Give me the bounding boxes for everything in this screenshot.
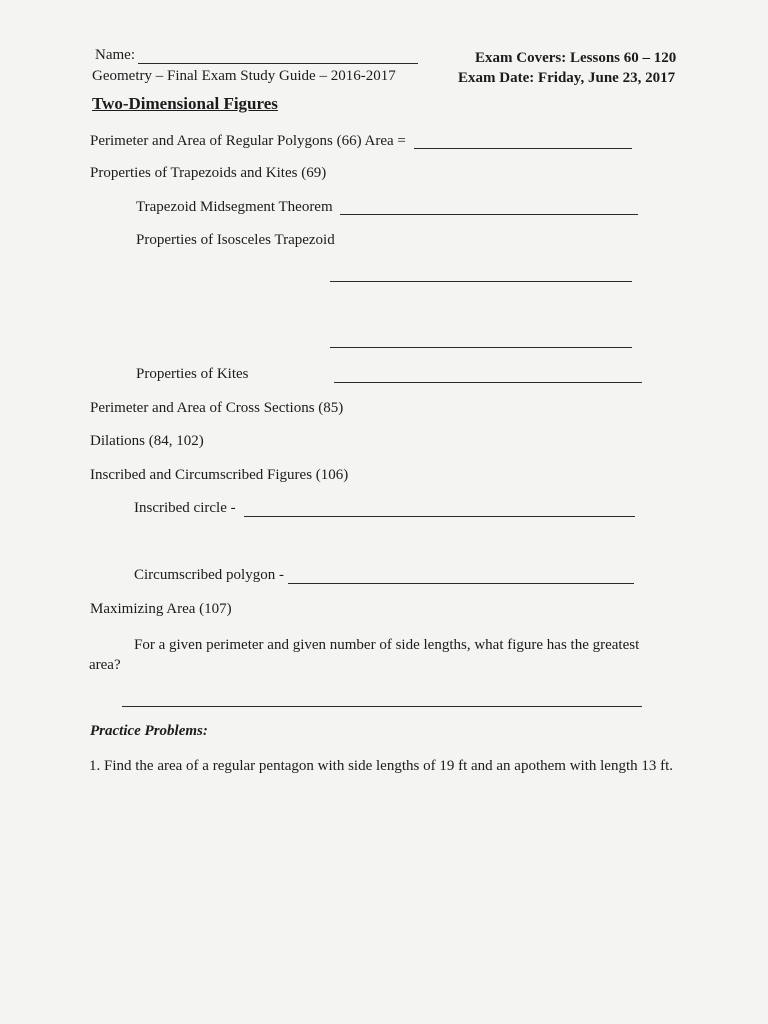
name-label: Name: — [95, 47, 135, 63]
name-blank-line[interactable] — [138, 63, 418, 64]
practice-heading: Practice Problems: — [90, 723, 208, 739]
item-dilations: Dilations (84, 102) — [90, 433, 204, 449]
circumscribed-polygon-blank[interactable] — [288, 583, 634, 584]
item-inscribed-circumscribed: Inscribed and Circumscribed Figures (106) — [90, 467, 349, 483]
max-question-line1: For a given perimeter and given number of side lengths, what figure has the greatest — [134, 637, 640, 653]
isosceles-blank-1[interactable] — [330, 281, 632, 282]
max-question-blank[interactable] — [122, 706, 642, 707]
isosceles-blank-2[interactable] — [330, 347, 632, 348]
inscribed-circle-blank[interactable] — [244, 516, 635, 517]
exam-date: Exam Date: Friday, June 23, 2017 — [458, 70, 676, 86]
item-midsegment: Trapezoid Midsegment Theorem — [136, 199, 333, 215]
section-title: Two-Dimensional Figures — [92, 94, 278, 113]
exam-covers: Exam Covers: Lessons 60 – 120 — [475, 50, 677, 66]
midsegment-blank[interactable] — [340, 214, 638, 215]
item-regular-polygons: Perimeter and Area of Regular Polygons (66) Area = — [90, 133, 406, 149]
area-formula-blank[interactable] — [414, 148, 632, 149]
item-maximizing-area: Maximizing Area (107) — [90, 601, 232, 617]
item-trapezoids-kites: Properties of Trapezoids and Kites (69) — [90, 165, 327, 181]
kites-blank[interactable] — [334, 382, 642, 383]
item-isosceles: Properties of Isosceles Trapezoid — [136, 232, 335, 248]
item-cross-sections: Perimeter and Area of Cross Sections (85) — [90, 400, 344, 416]
item-kites: Properties of Kites — [136, 366, 249, 382]
practice-problem-1: 1. Find the area of a regular pentagon with side lengths of 19 ft and an apothem with length 13 ft. — [89, 758, 674, 774]
item-circumscribed-polygon: Circumscribed polygon - — [134, 567, 284, 583]
item-inscribed-circle: Inscribed circle - — [134, 500, 236, 516]
course-title: Geometry – Final Exam Study Guide – 2016-2017 — [92, 68, 396, 84]
max-question-line2: area? — [89, 657, 121, 673]
